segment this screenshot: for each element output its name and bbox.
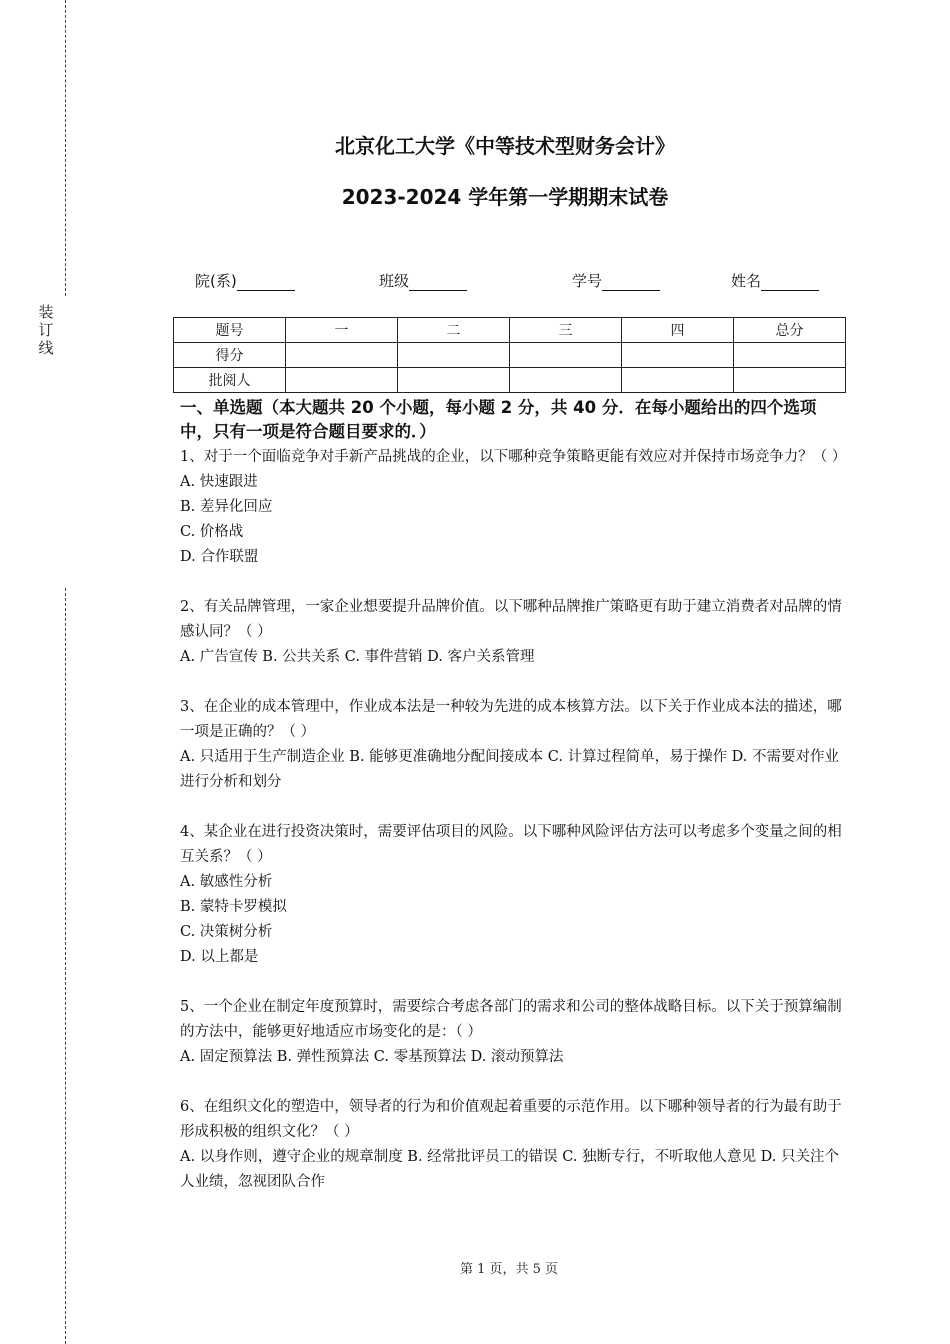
binding-dashed-line-bottom [65,588,66,1344]
score-table-header-cell: 题号 [174,318,286,343]
score-table-header-cell: 四 [622,318,734,343]
info-label: 姓名 [731,272,762,290]
name-blank[interactable] [761,274,819,291]
grader-cell[interactable] [398,368,510,393]
grader-cell[interactable] [622,368,734,393]
score-table-header-row [174,318,846,343]
option-b[interactable]: B. 蒙特卡罗模拟 [180,899,287,915]
grader-cell[interactable] [734,368,846,393]
score-table [173,317,846,393]
score-cell[interactable] [622,343,734,368]
department-blank[interactable] [237,274,295,291]
question-5 [180,995,845,1070]
question-stem: 2、有关品牌管理，一家企业想要提升品牌价值。以下哪种品牌推广策略更有助于建立消费者对品牌的情感认同？（ ） [180,599,842,640]
info-student-id [572,270,660,291]
option-a[interactable]: A. 敏感性分析 [180,874,273,890]
question-options[interactable]: A. 以身作则，遵守企业的规章制度 B. 经常批评员工的错误 C. 独断专行，不听取他人意见 D. 只关注个人业绩，忽视团队合作 [180,1149,840,1190]
question-stem: 5、一个企业在制定年度预算时，需要综合考虑各部门的需求和公司的整体战略目标。以下关于预算编制的方法中，能够更好地适应市场变化的是：（ ） [180,999,842,1040]
score-table-row-label: 得分 [174,343,286,368]
info-department [195,270,295,291]
page-number: 第 1 页，共 5 页 [459,1262,559,1277]
score-cell[interactable] [398,343,510,368]
score-cell[interactable] [286,343,398,368]
section-heading: 一、单选题（本大题共 20 个小题，每小题 2 分，共 40 分．在每小题给出的四个选项中，只有一项是符合题目要求的．） [180,398,817,441]
question-2 [180,595,845,670]
question-options[interactable]: A. 固定预算法 B. 弹性预算法 C. 零基预算法 D. 滚动预算法 [180,1049,564,1065]
info-label: 院(系) [195,272,237,290]
score-table-row [174,368,846,393]
score-table-header-cell: 总分 [734,318,846,343]
exam-title: 北京化工大学《中等技术型财务会计》 [335,134,675,158]
exam-subtitle: 2023-2024 学年第一学期期末试卷 [341,185,669,209]
option-c[interactable]: C. 决策树分析 [180,924,273,940]
score-table-header-cell: 一 [286,318,398,343]
score-table-row-label: 批阅人 [174,368,286,393]
binding-label [36,303,56,357]
score-cell[interactable] [510,343,622,368]
option-c[interactable]: C. 价格战 [180,524,244,540]
info-label: 学号 [572,272,603,290]
option-d[interactable]: D. 合作联盟 [180,549,259,565]
binding-char: 线 [38,339,54,357]
info-label: 班级 [379,272,410,290]
info-name [731,270,819,291]
question-stem: 6、在组织文化的塑造中，领导者的行为和价值观起着重要的示范作用。以下哪种领导者的行为最有助于形成积极的组织文化？（ ） [180,1099,842,1140]
score-table-header-cell: 二 [398,318,510,343]
question-stem: 4、某企业在进行投资决策时，需要评估项目的风险。以下哪种风险评估方法可以考虑多个变量之间的相互关系？（ ） [180,824,842,865]
question-list [180,445,845,1220]
student-id-blank[interactable] [602,274,660,291]
binding-char: 装 [38,303,54,321]
question-1 [180,445,845,570]
info-class [379,270,467,291]
binding-char: 订 [38,321,54,339]
question-6 [180,1095,845,1195]
question-stem: 1、对于一个面临竞争对手新产品挑战的企业，以下哪种竞争策略更能有效应对并保持市场竞争力？（ ） [180,449,847,465]
option-a[interactable]: A. 快速跟进 [180,474,258,490]
grader-cell[interactable] [510,368,622,393]
question-stem: 3、在企业的成本管理中，作业成本法是一种较为先进的成本核算方法。以下关于作业成本法的描述，哪一项是正确的？（ ） [180,699,842,740]
grader-cell[interactable] [286,368,398,393]
score-table-header-cell: 三 [510,318,622,343]
score-cell[interactable] [734,343,846,368]
class-blank[interactable] [409,274,467,291]
question-3 [180,695,845,795]
question-options[interactable]: A. 只适用于生产制造企业 B. 能够更准确地分配间接成本 C. 计算过程简单，易于操作 D. 不需要对作业进行分析和划分 [180,749,840,790]
option-d[interactable]: D. 以上都是 [180,949,259,965]
question-4 [180,820,845,970]
option-b[interactable]: B. 差异化回应 [180,499,273,515]
score-table-row [174,343,846,368]
question-options[interactable]: A. 广告宣传 B. 公共关系 C. 事件营销 D. 客户关系管理 [180,649,535,665]
